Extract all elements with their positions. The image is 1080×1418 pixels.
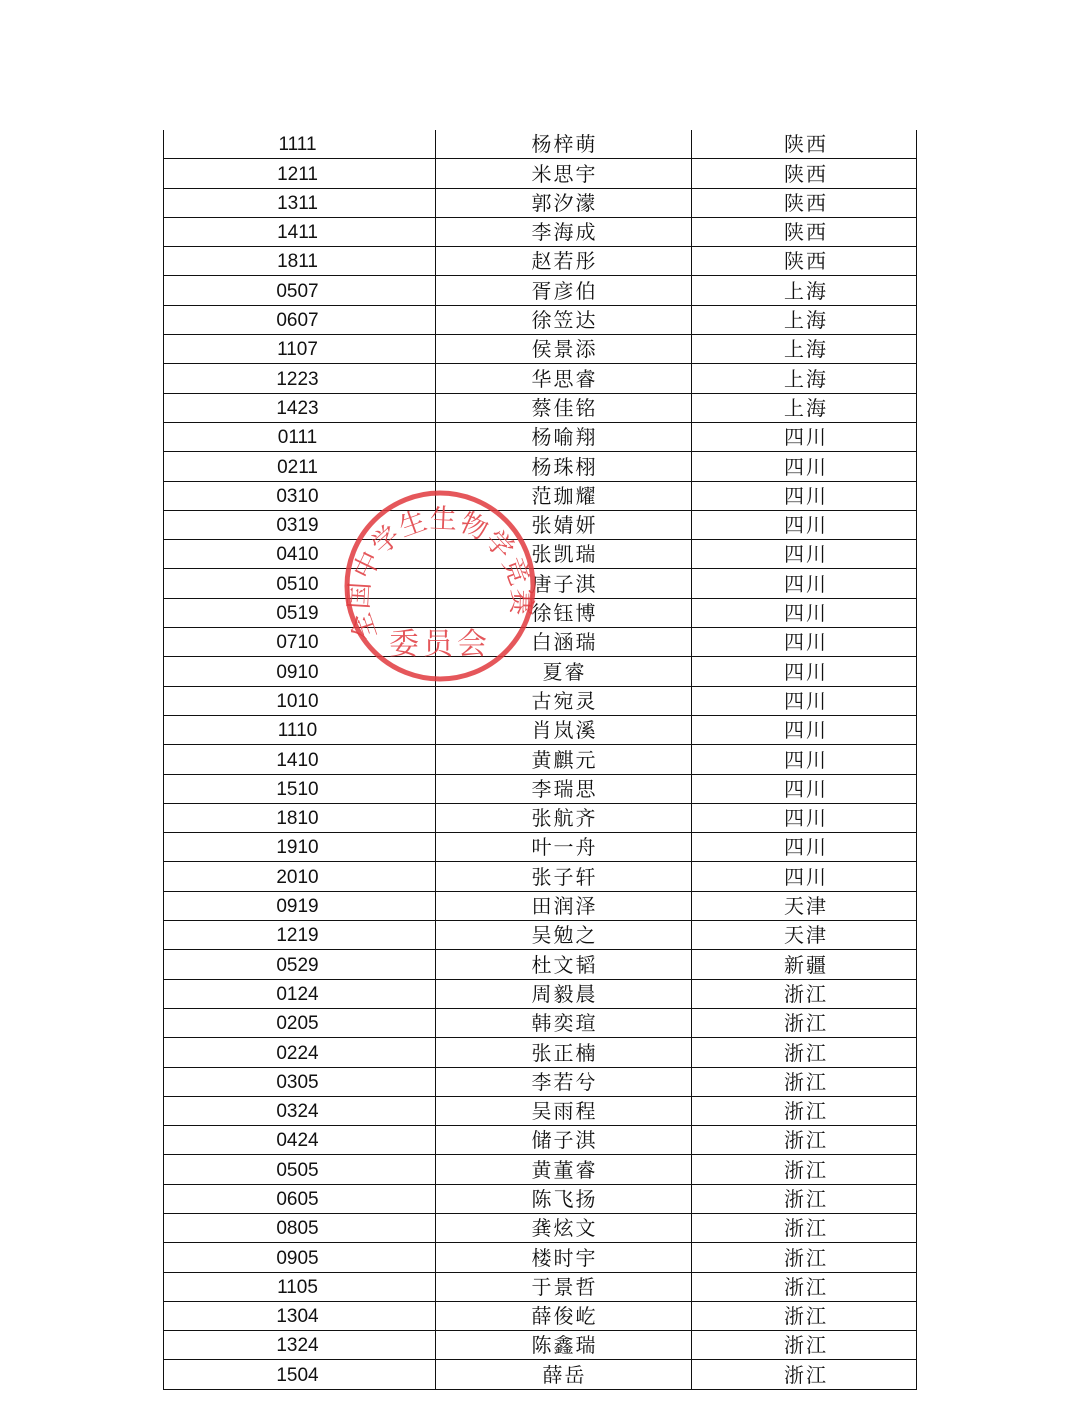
cell-name: 李瑞思 [436,774,692,803]
table-row [164,481,917,510]
cell-name: 张正楠 [436,1038,692,1067]
cell-province: 陕西 [692,159,917,188]
cell-id: 0424 [164,1126,436,1155]
cell-name: 徐钰博 [436,598,692,627]
seal-bottom-text: 委员会 [389,627,491,662]
cell-name: 郭汐濛 [436,188,692,217]
cell-province: 陕西 [692,130,917,159]
table-row [164,686,917,715]
table-row [164,1096,917,1125]
cell-name: 胥彦伯 [436,276,692,305]
cell-id: 0710 [164,628,436,657]
table-row [164,862,917,891]
table-row [164,774,917,803]
cell-province: 浙江 [692,1096,917,1125]
cell-id: 0205 [164,1008,436,1037]
cell-province: 四川 [692,481,917,510]
cell-name: 吴雨程 [436,1096,692,1125]
cell-province: 四川 [692,862,917,891]
cell-id: 0124 [164,979,436,1008]
cell-province: 四川 [692,422,917,451]
cell-id: 0211 [164,452,436,481]
cell-name: 田润泽 [436,891,692,920]
cell-id: 0905 [164,1243,436,1272]
cell-id: 1111 [164,130,436,159]
cell-province: 上海 [692,276,917,305]
table-row [164,1360,917,1389]
cell-id: 0319 [164,510,436,539]
cell-id: 1510 [164,774,436,803]
table-row [164,422,917,451]
cell-province: 四川 [692,715,917,744]
cell-id: 0410 [164,540,436,569]
cell-name: 杨梓萌 [436,130,692,159]
cell-province: 浙江 [692,979,917,1008]
cell-name: 杜文韬 [436,950,692,979]
table-row [164,247,917,276]
cell-name: 侯景添 [436,335,692,364]
cell-id: 1010 [164,686,436,715]
table-row [164,833,917,862]
cell-id: 1811 [164,247,436,276]
table-row [164,393,917,422]
cell-name: 徐笠达 [436,305,692,334]
cell-province: 四川 [692,803,917,832]
cell-id: 0505 [164,1155,436,1184]
cell-id: 2010 [164,862,436,891]
cell-name: 杨珠栩 [436,452,692,481]
cell-id: 0507 [164,276,436,305]
cell-name: 杨喻翔 [436,422,692,451]
table-row [164,715,917,744]
cell-id: 0224 [164,1038,436,1067]
cell-id: 1423 [164,393,436,422]
table-row [164,1301,917,1330]
cell-name: 黄麒元 [436,745,692,774]
cell-name: 李海成 [436,217,692,246]
table-row [164,159,917,188]
cell-name: 华思睿 [436,364,692,393]
cell-province: 浙江 [692,1331,917,1360]
cell-name: 蔡佳铭 [436,393,692,422]
cell-province: 四川 [692,540,917,569]
cell-id: 0605 [164,1184,436,1213]
cell-province: 天津 [692,891,917,920]
cell-name: 叶一舟 [436,833,692,862]
roster-body [164,130,917,1389]
cell-province: 浙江 [692,1184,917,1213]
table-row [164,628,917,657]
cell-province: 天津 [692,921,917,950]
cell-name: 张凯瑞 [436,540,692,569]
cell-id: 1910 [164,833,436,862]
cell-province: 浙江 [692,1067,917,1096]
cell-province: 上海 [692,305,917,334]
cell-id: 1223 [164,364,436,393]
cell-province: 四川 [692,598,917,627]
cell-id: 1410 [164,745,436,774]
cell-province: 陕西 [692,247,917,276]
cell-name: 唐子淇 [436,569,692,598]
table-row [164,276,917,305]
table-row [164,452,917,481]
table-row [164,1008,917,1037]
table-row [164,510,917,539]
cell-id: 1105 [164,1272,436,1301]
cell-name: 张子轩 [436,862,692,891]
cell-id: 1211 [164,159,436,188]
cell-id: 0519 [164,598,436,627]
cell-name: 米思宇 [436,159,692,188]
cell-id: 0510 [164,569,436,598]
cell-province: 陕西 [692,217,917,246]
cell-name: 古宛灵 [436,686,692,715]
cell-name: 白涵瑞 [436,628,692,657]
cell-name: 储子淇 [436,1126,692,1155]
cell-name: 陈鑫瑞 [436,1331,692,1360]
cell-province: 四川 [692,510,917,539]
cell-id: 1219 [164,921,436,950]
cell-province: 新疆 [692,950,917,979]
cell-id: 1304 [164,1301,436,1330]
table-row [164,130,917,159]
table-row [164,950,917,979]
table-row [164,188,917,217]
cell-name: 龚炫文 [436,1213,692,1242]
seal-arc-text: 全国中学生生物学竞赛 [343,503,537,645]
cell-name: 薛俊屹 [436,1301,692,1330]
table-row [164,598,917,627]
cell-name: 夏睿 [436,657,692,686]
cell-province: 四川 [692,657,917,686]
table-row [164,1272,917,1301]
table-row [164,1243,917,1272]
table-row [164,891,917,920]
cell-id: 0919 [164,891,436,920]
cell-name: 范珈耀 [436,481,692,510]
cell-id: 0805 [164,1213,436,1242]
table-row [164,1213,917,1242]
cell-name: 吴勉之 [436,921,692,950]
cell-name: 薛岳 [436,1360,692,1389]
cell-id: 0607 [164,305,436,334]
table-row [164,1184,917,1213]
cell-province: 四川 [692,833,917,862]
cell-name: 黄董睿 [436,1155,692,1184]
table-row [164,217,917,246]
cell-province: 四川 [692,569,917,598]
cell-id: 0111 [164,422,436,451]
cell-province: 浙江 [692,1243,917,1272]
cell-id: 1810 [164,803,436,832]
table-row [164,364,917,393]
cell-id: 0910 [164,657,436,686]
cell-name: 李若兮 [436,1067,692,1096]
cell-id: 1504 [164,1360,436,1389]
cell-id: 0305 [164,1067,436,1096]
table-row [164,745,917,774]
cell-id: 0529 [164,950,436,979]
cell-province: 陕西 [692,188,917,217]
cell-province: 浙江 [692,1213,917,1242]
cell-province: 浙江 [692,1126,917,1155]
cell-name: 陈飞扬 [436,1184,692,1213]
table-row [164,305,917,334]
cell-id: 1411 [164,217,436,246]
cell-name: 楼时宇 [436,1243,692,1272]
cell-id: 1324 [164,1331,436,1360]
cell-province: 上海 [692,364,917,393]
roster-table [163,130,917,1390]
cell-id: 1107 [164,335,436,364]
table-row [164,657,917,686]
table-row [164,921,917,950]
cell-province: 浙江 [692,1038,917,1067]
table-row [164,540,917,569]
cell-province: 四川 [692,745,917,774]
table-row [164,1331,917,1360]
table-row [164,1155,917,1184]
cell-name: 韩奕瑄 [436,1008,692,1037]
cell-province: 浙江 [692,1155,917,1184]
cell-id: 0324 [164,1096,436,1125]
cell-name: 于景哲 [436,1272,692,1301]
cell-province: 四川 [692,452,917,481]
table-row [164,335,917,364]
cell-id: 1311 [164,188,436,217]
cell-id: 0310 [164,481,436,510]
cell-name: 张婧妍 [436,510,692,539]
table-row [164,569,917,598]
cell-province: 上海 [692,393,917,422]
cell-province: 浙江 [692,1301,917,1330]
cell-name: 赵若彤 [436,247,692,276]
cell-name: 周毅晨 [436,979,692,1008]
table-row [164,1126,917,1155]
cell-province: 上海 [692,335,917,364]
cell-name: 肖岚溪 [436,715,692,744]
cell-province: 浙江 [692,1360,917,1389]
table-row [164,1067,917,1096]
cell-province: 浙江 [692,1272,917,1301]
table-row [164,803,917,832]
cell-id: 1110 [164,715,436,744]
table-row [164,979,917,1008]
cell-province: 四川 [692,628,917,657]
table-row [164,1038,917,1067]
cell-name: 张航齐 [436,803,692,832]
cell-province: 四川 [692,774,917,803]
cell-province: 浙江 [692,1008,917,1037]
cell-province: 四川 [692,686,917,715]
